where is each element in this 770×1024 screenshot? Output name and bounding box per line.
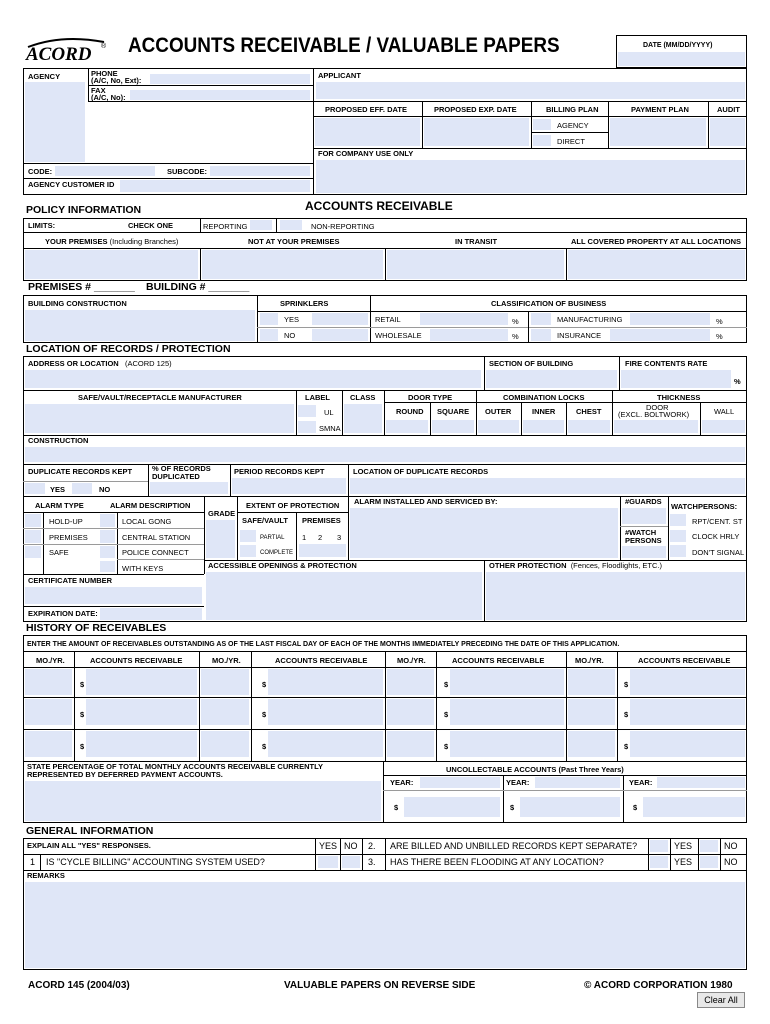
sprinkler-no-checkbox[interactable] — [260, 329, 278, 341]
year-label-3: YEAR: — [629, 778, 653, 787]
address-label: ADDRESS OR LOCATION (ACORD 125) — [28, 359, 172, 368]
history-ar-input[interactable] — [268, 699, 383, 725]
fire-contents-pct: % — [734, 377, 741, 386]
history-dollar-sign: $ — [262, 680, 267, 689]
fax-label: FAX — [91, 86, 106, 95]
uncollectable-year-2[interactable] — [535, 777, 620, 788]
q1-yes-header: YES — [319, 841, 338, 851]
manufacturing-pct: % — [716, 317, 723, 326]
q3-yes-label: YES — [674, 857, 693, 867]
uncollectable-amount-1[interactable] — [404, 797, 500, 817]
q2-number: 2. — [368, 841, 376, 851]
general-heading: GENERAL INFORMATION — [26, 825, 154, 837]
police-connect-checkbox[interactable] — [100, 546, 115, 558]
history-mo-yr-input[interactable] — [25, 669, 72, 695]
history-ar-input[interactable] — [630, 699, 745, 725]
holdup-checkbox[interactable] — [25, 514, 41, 527]
safe-mfr-input[interactable] — [25, 404, 294, 433]
other-protection-label: OTHER PROTECTION (Fences, Floodlights, ETC.) — [489, 561, 662, 570]
q1-number: 1 — [30, 857, 36, 867]
check-one-label: CHECK ONE — [128, 221, 174, 230]
sprinklers-label: SPRINKLERS — [280, 299, 329, 308]
history-dollar-sign: $ — [80, 710, 85, 719]
year-label-1: YEAR: — [390, 778, 414, 787]
square-label: SQUARE — [437, 407, 470, 416]
history-mo-yr-input[interactable] — [568, 699, 615, 725]
watch-persons-label: #WATCH — [625, 528, 657, 537]
clock-hrly-checkbox[interactable] — [670, 530, 686, 542]
class-col-label: CLASS — [350, 393, 376, 402]
history-dollar-sign: $ — [262, 710, 267, 719]
agency-customer-id-label: AGENCY CUSTOMER ID — [28, 180, 115, 189]
phone-input[interactable] — [150, 74, 310, 84]
watch-persons-label-2: PERSONS — [625, 536, 662, 545]
all-covered-label: ALL COVERED PROPERTY AT ALL LOCATIONS — [571, 237, 742, 246]
fax-sub-label: (A/C, No): — [91, 93, 126, 102]
sprinkler-no-desc[interactable] — [312, 329, 368, 341]
history-dollar-sign: $ — [444, 710, 449, 719]
location-duplicate-label: LOCATION OF DUPLICATE RECORDS — [353, 467, 489, 476]
history-mo-yr-input[interactable] — [201, 731, 249, 757]
history-mo-yr-input[interactable] — [387, 699, 434, 725]
door-type-label: DOOR TYPE — [408, 393, 453, 402]
duplicate-kept-label: DUPLICATE RECORDS KEPT — [28, 467, 133, 476]
chest-checkbox[interactable] — [568, 420, 610, 433]
fax-input[interactable] — [130, 90, 310, 100]
history-dollar-sign: $ — [262, 742, 267, 751]
chest-label: CHEST — [576, 407, 602, 416]
inner-label: INNER — [532, 407, 556, 416]
wholesale-pct-input[interactable] — [430, 329, 508, 341]
section-of-building-label: SECTION OF BUILDING — [489, 359, 574, 368]
payment-plan-input[interactable] — [610, 118, 706, 146]
history-mo-yr-input[interactable] — [387, 731, 434, 757]
extent-label: EXTENT OF PROTECTION — [246, 501, 340, 510]
q3-number: 3. — [368, 857, 376, 867]
acord-logo-swoosh — [22, 36, 110, 66]
history-ar-input[interactable] — [268, 731, 383, 757]
insurance-checkbox[interactable] — [531, 329, 551, 341]
remarks-label: REMARKS — [27, 871, 65, 880]
uncollectable-dollar-3: $ — [633, 803, 638, 812]
history-ar-input[interactable] — [268, 669, 383, 695]
reporting-label: REPORTING — [203, 222, 248, 231]
excl-boltwork-label: (EXCL. BOLTWORK) — [618, 410, 690, 419]
inner-checkbox[interactable] — [523, 420, 564, 433]
alarm-type-label: ALARM TYPE — [35, 501, 84, 510]
certificate-number-label: CERTIFICATE NUMBER — [28, 576, 113, 585]
history-ar-input[interactable] — [450, 669, 564, 695]
company-use-label: FOR COMPANY USE ONLY — [318, 149, 414, 158]
history-dollar-sign: $ — [624, 742, 629, 751]
insurance-pct: % — [716, 332, 723, 341]
premises-alarm-label: PREMISES — [49, 533, 88, 542]
q3-no-label: NO — [724, 857, 738, 867]
dup-no-checkbox[interactable] — [72, 483, 92, 494]
clear-all-button[interactable]: Clear All — [697, 992, 745, 1008]
ar-header-1: ACCOUNTS RECEIVABLE — [90, 656, 183, 665]
in-transit-label: IN TRANSIT — [455, 237, 498, 246]
history-ar-input[interactable] — [86, 669, 197, 695]
year-label-2: YEAR: — [506, 778, 530, 787]
premises-label: PREMISES — [302, 516, 341, 525]
grade-input[interactable] — [206, 520, 235, 558]
with-keys-label: WITH KEYS — [122, 564, 164, 573]
wall-label: WALL — [714, 407, 735, 416]
uncollectable-year-3[interactable] — [657, 777, 745, 788]
alarm-installed-input[interactable] — [350, 508, 618, 558]
history-mo-yr-input[interactable] — [387, 669, 434, 695]
partial-label: PARTIAL — [260, 535, 285, 541]
dup-yes-label: YES — [50, 485, 66, 494]
limit-in-transit-input[interactable] — [387, 250, 564, 279]
history-dollar-sign: $ — [80, 680, 85, 689]
dont-signal-label: DON'T SIGNAL — [692, 548, 745, 557]
building-construction-input[interactable] — [25, 310, 255, 341]
history-ar-input[interactable] — [450, 699, 564, 725]
local-gong-label: LOCAL GONG — [122, 517, 172, 526]
not-at-premises-label: NOT AT YOUR PREMISES — [248, 237, 340, 246]
manufacturing-label: MANUFACTURING — [557, 315, 623, 324]
history-dollar-sign: $ — [80, 742, 85, 751]
grade-label: GRADE — [208, 509, 236, 518]
pct-duplicated-label: % OF RECORDS — [152, 464, 211, 473]
door-label: DOOR — [646, 403, 669, 412]
billing-agency-label: AGENCY — [557, 121, 589, 130]
ar-header-4: ACCOUNTS RECEIVABLE — [638, 656, 731, 665]
billing-plan-label: BILLING PLAN — [546, 105, 599, 114]
accounts-receivable-heading: ACCOUNTS RECEIVABLE — [305, 199, 453, 213]
q3-no-checkbox[interactable] — [700, 856, 718, 868]
outer-label: OUTER — [485, 407, 512, 416]
history-mo-yr-input[interactable] — [201, 699, 249, 725]
watchpersons-label: WATCHPERSONS: — [671, 502, 738, 511]
with-keys-checkbox[interactable] — [100, 561, 115, 572]
police-connect-label: POLICE CONNECT — [122, 548, 189, 557]
history-dollar-sign: $ — [444, 680, 449, 689]
state-pct-label: STATE PERCENTAGE OF TOTAL MONTHLY ACCOUNTS RECEIVABLE CURRENTLY — [27, 762, 323, 771]
uncollectable-dollar-2: $ — [510, 803, 515, 812]
mo-yr-header-1: MO./YR. — [36, 656, 65, 665]
history-heading: HISTORY OF RECEIVABLES — [26, 622, 167, 634]
copyright: © ACORD CORPORATION 1980 — [584, 980, 733, 991]
class-input[interactable] — [344, 404, 382, 433]
q1-yes-checkbox[interactable] — [318, 856, 338, 868]
q2-text: ARE BILLED AND UNBILLED RECORDS KEPT SEPARATE? — [390, 841, 638, 851]
rpt-cent-st-checkbox[interactable] — [670, 514, 686, 526]
proposed-exp-date-label: PROPOSED EXP. DATE — [434, 105, 517, 114]
history-ar-input[interactable] — [86, 731, 197, 757]
reverse-side-note: VALUABLE PAPERS ON REVERSE SIDE — [284, 980, 476, 991]
company-use-input[interactable] — [316, 160, 745, 193]
proposed-eff-date-label: PROPOSED EFF. DATE — [325, 105, 407, 114]
manufacturing-checkbox[interactable] — [531, 313, 551, 325]
history-ar-input[interactable] — [630, 669, 745, 695]
date-label: DATE (MM/DD/YYYY) — [643, 42, 713, 49]
code-label: CODE: — [28, 167, 53, 176]
limit-your-premises-input[interactable] — [25, 250, 198, 279]
q1-no-header: NO — [344, 841, 358, 851]
history-dollar-sign: $ — [444, 742, 449, 751]
history-ar-input[interactable] — [630, 731, 745, 757]
history-mo-yr-input[interactable] — [25, 731, 72, 757]
limits-label: LIMITS: — [28, 221, 56, 230]
dont-signal-checkbox[interactable] — [670, 545, 686, 557]
q2-yes-label: YES — [674, 841, 693, 851]
accessible-label: ACCESSIBLE OPENINGS & PROTECTION — [208, 561, 357, 570]
clock-hrly-label: CLOCK HRLY — [692, 532, 740, 541]
premises-number-label: PREMISES # _______ — [28, 281, 135, 293]
safe-alarm-checkbox[interactable] — [25, 546, 41, 558]
premises-level-1: 1 — [302, 533, 307, 542]
other-protection-input[interactable] — [486, 572, 745, 620]
retail-label: RETAIL — [375, 315, 401, 324]
proposed-eff-date-input[interactable] — [315, 118, 420, 146]
dup-no-label: NO — [99, 485, 111, 494]
safe-vault-complete-checkbox[interactable] — [240, 545, 256, 557]
address-input[interactable] — [25, 370, 481, 388]
ar-header-3: ACCOUNTS RECEIVABLE — [452, 656, 545, 665]
outer-checkbox[interactable] — [478, 420, 519, 433]
mo-yr-header-3: MO./YR. — [397, 656, 426, 665]
section-of-building-input[interactable] — [486, 370, 617, 388]
construction-input[interactable] — [25, 447, 745, 462]
label-ul-checkbox[interactable] — [298, 405, 316, 417]
retail-pct: % — [512, 317, 519, 326]
history-mo-yr-input[interactable] — [568, 731, 615, 757]
location-duplicate-input[interactable] — [350, 478, 745, 494]
thickness-label: THICKNESS — [657, 393, 701, 402]
premises-level-checkbox[interactable] — [299, 544, 346, 557]
dup-yes-checkbox[interactable] — [25, 483, 45, 494]
agency-customer-id-input[interactable] — [120, 180, 310, 192]
payment-plan-label: PAYMENT PLAN — [631, 105, 689, 114]
fire-contents-rate-input[interactable] — [621, 370, 731, 388]
svg-text:®: ® — [101, 43, 107, 50]
acord-logo — [22, 36, 110, 66]
building-construction-label: BUILDING CONSTRUCTION — [28, 299, 127, 308]
insurance-label: INSURANCE — [557, 331, 602, 340]
subcode-input[interactable] — [210, 166, 310, 176]
square-checkbox[interactable] — [432, 420, 474, 433]
label-col-label: LABEL — [305, 393, 330, 402]
wall-thickness-input[interactable] — [702, 420, 745, 433]
q3-yes-checkbox[interactable] — [650, 856, 668, 868]
history-instruction: ENTER THE AMOUNT OF RECEIVABLES OUTSTANDING AS OF THE LAST FISCAL DAY OF EACH OF THE MONTHS IMMEDIATELY PRECEDING THE DATE OF THIS APPLICATION. — [27, 641, 620, 648]
audit-input[interactable] — [710, 118, 745, 146]
q2-no-checkbox[interactable] — [700, 840, 718, 852]
wholesale-label: WHOLESALE — [375, 331, 422, 340]
safe-alarm-label: SAFE — [49, 548, 69, 557]
expiration-date-input[interactable] — [100, 608, 202, 620]
history-ar-input[interactable] — [86, 699, 197, 725]
pct-duplicated-input[interactable] — [150, 482, 228, 494]
round-label: ROUND — [396, 407, 424, 416]
label-smna-checkbox[interactable] — [298, 421, 316, 433]
sprinkler-yes-checkbox[interactable] — [260, 313, 278, 325]
agency-label: AGENCY — [28, 72, 61, 81]
pct-duplicated-label-2: DUPLICATED — [152, 472, 200, 481]
guards-label: #GUARDS — [625, 497, 662, 506]
complete-label: COMPLETE — [260, 550, 294, 556]
subcode-label: SUBCODE: — [167, 167, 208, 176]
audit-label: AUDIT — [717, 105, 740, 114]
guards-input[interactable] — [622, 508, 666, 524]
sprinkler-no-label: NO — [284, 331, 296, 340]
premises-alarm-checkbox[interactable] — [25, 530, 41, 543]
uncollectable-label: UNCOLLECTABLE ACCOUNTS (Past Three Years) — [446, 765, 624, 774]
state-pct-input[interactable] — [25, 781, 381, 821]
uncollectable-dollar-1: $ — [394, 803, 399, 812]
reporting-checkbox[interactable] — [250, 220, 272, 230]
ar-header-2: ACCOUNTS RECEIVABLE — [275, 656, 368, 665]
sprinkler-yes-desc[interactable] — [312, 313, 368, 325]
period-kept-input[interactable] — [232, 478, 346, 494]
construction-label: CONSTRUCTION — [28, 436, 89, 445]
remarks-input[interactable] — [25, 882, 745, 968]
holdup-label: HOLD-UP — [49, 517, 83, 526]
non-reporting-label: NON-REPORTING — [311, 222, 375, 231]
alarm-desc-label: ALARM DESCRIPTION — [110, 501, 191, 510]
q1-no-checkbox[interactable] — [342, 856, 360, 868]
applicant-label: APPLICANT — [318, 71, 361, 80]
uncollectable-year-1[interactable] — [420, 777, 500, 788]
mo-yr-header-2: MO./YR. — [212, 656, 241, 665]
history-mo-yr-input[interactable] — [25, 699, 72, 725]
code-input[interactable] — [55, 166, 155, 176]
fire-contents-rate-label: FIRE CONTENTS RATE — [625, 359, 708, 368]
limit-not-at-premises-input[interactable] — [202, 250, 383, 279]
q2-yes-checkbox[interactable] — [650, 840, 668, 852]
door-thickness-input[interactable] — [614, 420, 698, 433]
applicant-input[interactable] — [316, 82, 745, 99]
uncollectable-amount-3[interactable] — [643, 797, 745, 817]
acord-logo-text: ACORD — [26, 44, 92, 65]
period-kept-label: PERIOD RECORDS KEPT — [234, 467, 325, 476]
ul-label: UL — [324, 408, 334, 417]
central-station-checkbox[interactable] — [100, 530, 115, 543]
accessible-input[interactable] — [206, 572, 482, 620]
non-reporting-checkbox[interactable] — [280, 220, 302, 230]
premises-level-2: 2 — [318, 533, 323, 542]
history-dollar-sign: $ — [624, 680, 629, 689]
sprinkler-yes-label: YES — [284, 315, 300, 324]
date-input[interactable] — [618, 52, 745, 66]
central-station-label: CENTRAL STATION — [122, 533, 191, 542]
alarm-installed-label: ALARM INSTALLED AND SERVICED BY: — [354, 497, 498, 506]
proposed-exp-date-input[interactable] — [424, 118, 529, 146]
smna-label: SMNA — [319, 424, 341, 433]
form-id: ACORD 145 (2004/03) — [28, 980, 130, 991]
history-dollar-sign: $ — [624, 710, 629, 719]
safe-vault-label: SAFE/VAULT — [242, 516, 288, 525]
local-gong-checkbox[interactable] — [100, 514, 115, 527]
expiration-date-label: EXPIRATION DATE: — [28, 609, 98, 618]
classification-label: CLASSIFICATION OF BUSINESS — [491, 299, 607, 308]
phone-sub-label: (A/C, No, Ext): — [91, 76, 142, 85]
billing-direct-label: DIRECT — [557, 137, 585, 146]
form-title: ACCOUNTS RECEIVABLE / VALUABLE PAPERS — [128, 34, 560, 57]
q2-no-label: NO — [724, 841, 738, 851]
billing-direct-checkbox[interactable] — [533, 135, 551, 146]
agency-input[interactable] — [25, 82, 85, 162]
round-checkbox[interactable] — [386, 420, 428, 433]
safe-vault-partial-checkbox[interactable] — [240, 530, 256, 542]
retail-pct-input[interactable] — [420, 313, 508, 325]
q1-text: IS "CYCLE BILLING" ACCOUNTING SYSTEM USED? — [46, 857, 265, 867]
phone-label: PHONE — [91, 69, 118, 78]
insurance-pct-input[interactable] — [610, 329, 710, 341]
history-mo-yr-input[interactable] — [568, 669, 615, 695]
policy-info-heading: POLICY INFORMATION — [26, 204, 142, 216]
q3-text: HAS THERE BEEN FLOODING AT ANY LOCATION? — [390, 857, 604, 867]
your-premises-label: YOUR PREMISES (Including Branches) — [45, 237, 179, 246]
history-ar-input[interactable] — [450, 731, 564, 757]
limit-all-covered-input[interactable] — [568, 250, 745, 279]
uncollectable-amount-2[interactable] — [520, 797, 620, 817]
watch-persons-input[interactable] — [622, 546, 666, 558]
safe-mfr-label: SAFE/VAULT/RECEPTACLE MANUFACTURER — [78, 393, 242, 402]
building-number-label: BUILDING # _______ — [146, 281, 250, 293]
location-heading: LOCATION OF RECORDS / PROTECTION — [26, 343, 231, 355]
combination-locks-label: COMBINATION LOCKS — [503, 393, 585, 402]
billing-agency-checkbox[interactable] — [533, 119, 551, 130]
premises-level-3: 3 — [337, 533, 342, 542]
rpt-cent-st-label: RPT/CENT. ST — [692, 517, 743, 526]
certificate-number-input[interactable] — [25, 587, 202, 604]
mo-yr-header-4: MO./YR. — [575, 656, 604, 665]
wholesale-pct: % — [512, 332, 519, 341]
explain-label: EXPLAIN ALL "YES" RESPONSES. — [27, 841, 151, 850]
manufacturing-pct-input[interactable] — [630, 313, 710, 325]
history-mo-yr-input[interactable] — [201, 669, 249, 695]
state-pct-label-2: REPRESENTED BY DEFERRED PAYMENT ACCOUNTS. — [27, 770, 223, 779]
